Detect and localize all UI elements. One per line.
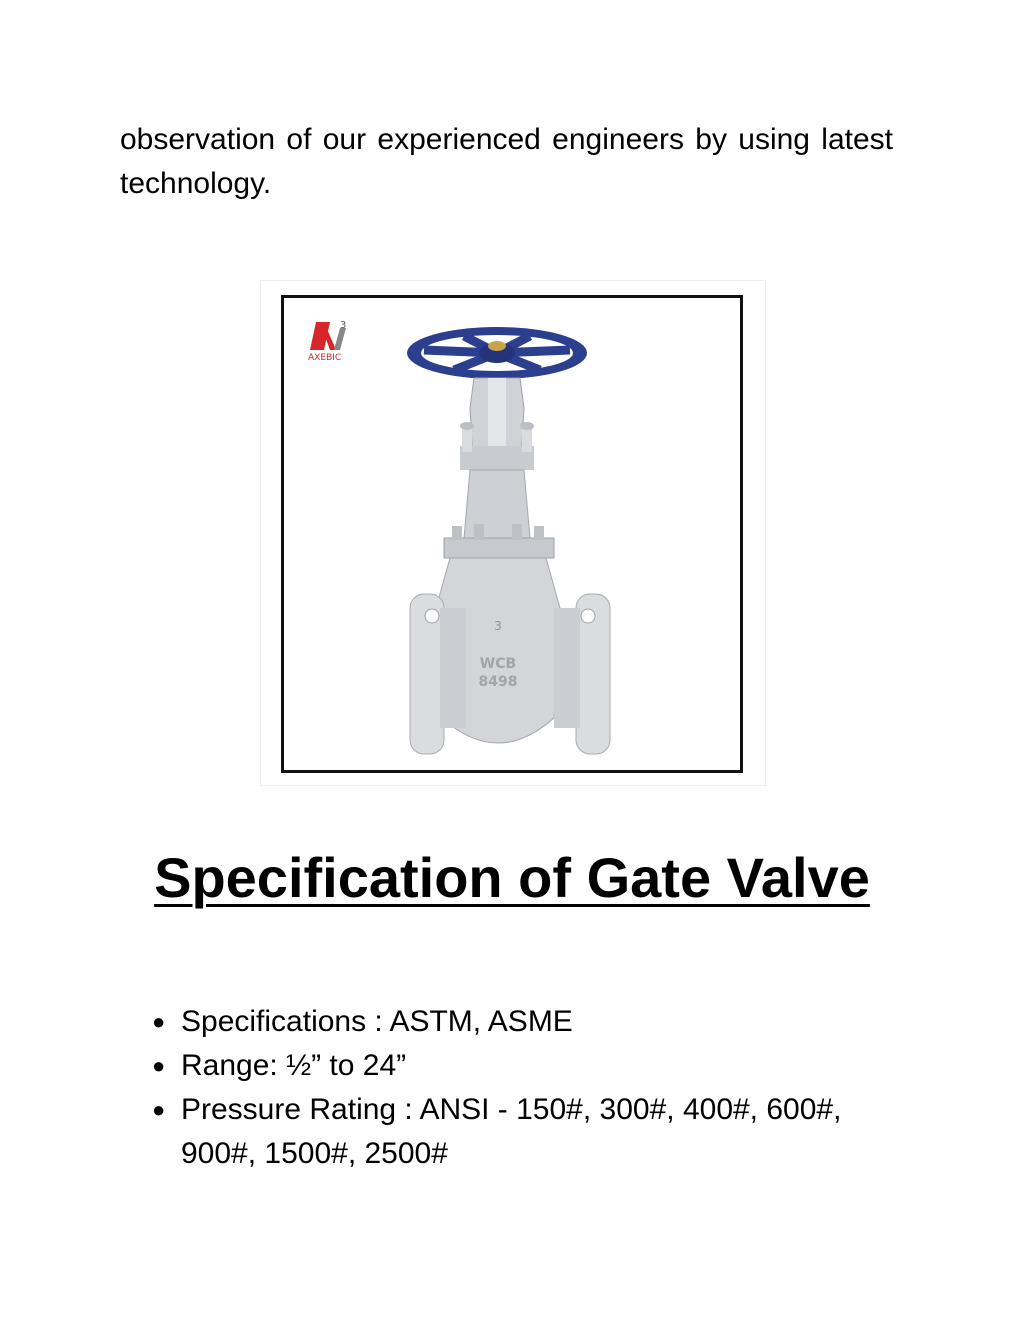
section-heading: Specification of Gate Valve	[154, 846, 870, 909]
gate-valve-illustration	[284, 298, 740, 770]
handwheel	[407, 327, 587, 379]
list-item	[152, 1088, 872, 1176]
intro-paragraph: observation of our experienced engineers by using latest technology.	[120, 123, 893, 200]
bullet-icon: ●	[152, 1009, 166, 1034]
svg-text:WCB: WCB	[479, 656, 517, 672]
bullet-icon: ●	[152, 1097, 166, 1122]
product-image-frame	[281, 295, 743, 773]
spec-item-text: Specifications : ASTM, ASME	[181, 1005, 573, 1038]
spec-item-text: Pressure Rating : ANSI - 150#, 300#, 400#, 600#, 900#, 1500#, 2500#	[181, 1093, 842, 1170]
svg-text:8498: 8498	[478, 674, 518, 690]
svg-text:3: 3	[340, 320, 347, 331]
spec-item-text: Range: ½” to 24”	[181, 1049, 407, 1082]
list-item	[152, 1044, 872, 1088]
brand-logo	[308, 320, 346, 363]
bullet-icon: ●	[152, 1053, 166, 1078]
svg-text:AXEBIC: AXEBIC	[308, 353, 342, 363]
product-image	[260, 280, 766, 786]
list-item	[152, 1000, 872, 1044]
svg-text:3: 3	[494, 619, 502, 633]
spec-list	[152, 1000, 872, 1176]
